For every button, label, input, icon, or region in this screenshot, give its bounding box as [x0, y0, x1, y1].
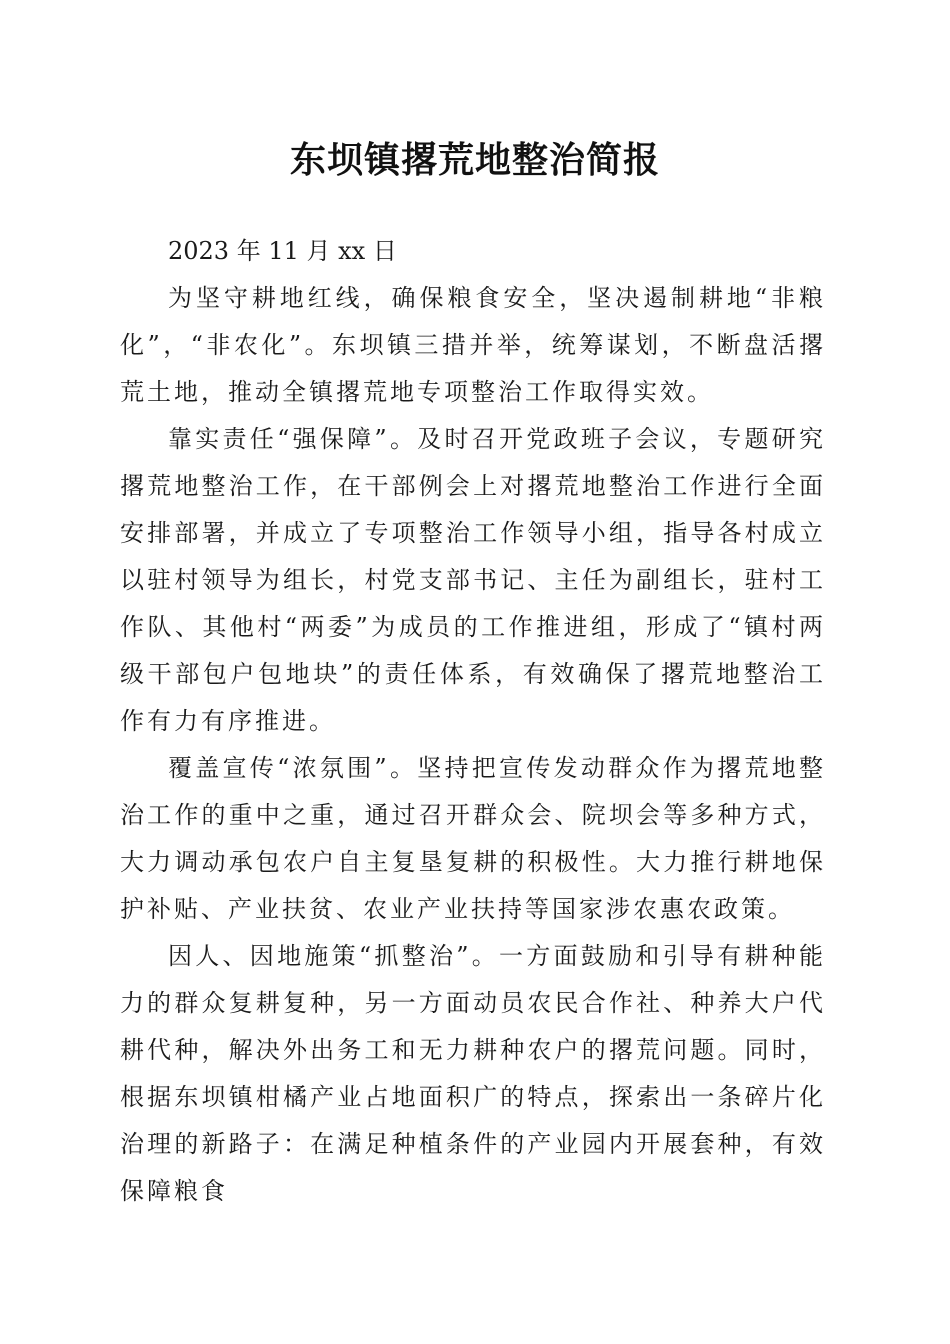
document-title: 东坝镇撂荒地整治简报	[289, 139, 660, 181]
document-date: 2023 年 11 月 xx 日	[168, 237, 397, 265]
paragraph-remediation: 因人、因地施策“抓整治”。一方面鼓励和引导有耕种能力的群众复耕复种，另一方面动员农民合作社、种养大户代耕代种，解决外出务工和无力耕种农户的撂荒问题。同时，根据东坝镇柑橘产业占地面积广的特点，探索出一条碎片化治理的新路子：在满足种植条件的产业园内开展套种，有效保障粮食	[120, 942, 826, 1205]
document-body	[120, 228, 826, 1215]
paragraph-intro: 为坚守耕地红线，确保粮食安全，坚决遏制耕地“非粮化”，“非农化”。东坝镇三措并举，统筹谋划，不断盘活撂荒土地，推动全镇撂荒地专项整治工作取得实效。	[120, 284, 826, 406]
paragraph-publicity: 覆盖宣传“浓氛围”。坚持把宣传发动群众作为撂荒地整治工作的重中之重，通过召开群众会、院坝会等多种方式，大力调动承包农户自主复垦复耕的积极性。大力推行耕地保护补贴、产业扶贫、农业产业扶持等国家涉农惠农政策。	[120, 754, 826, 923]
paragraph-responsibility: 靠实责任“强保障”。及时召开党政班子会议，专题研究撂荒地整治工作，在干部例会上对撂荒地整治工作进行全面安排部署，并成立了专项整治工作领导小组，指导各村成立以驻村领导为组长，村党支部书记、主任为副组长，驻村工作队、其他村“两委”为成员的工作推进组，形成了“镇村两级干部包户包地块”的责任体系，有效确保了撂荒地整治工作有力有序推进。	[120, 425, 826, 735]
